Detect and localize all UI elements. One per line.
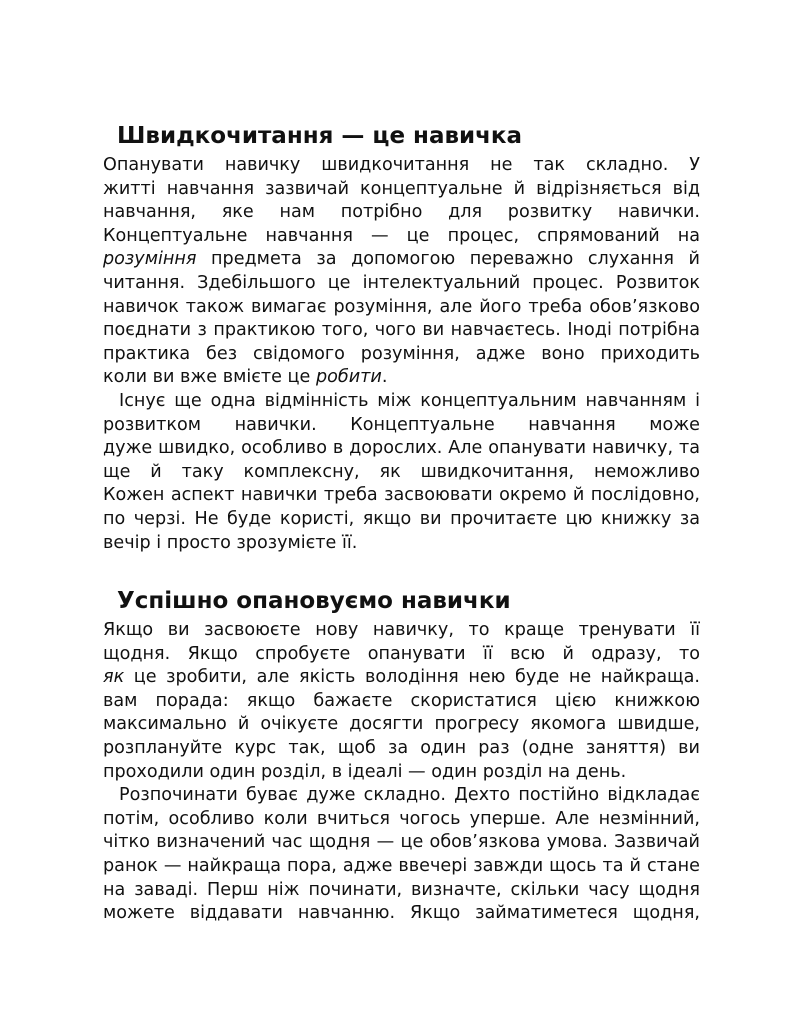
emphasis: як [103, 667, 125, 688]
text-line: Розпочинати буває дуже складно. Дехто постійно відкладає [119, 785, 700, 806]
text-line: поєднати з практикою того, чого ви навчаєтесь. Іноді потрібна [103, 320, 700, 341]
emphasis: розуміння [103, 249, 197, 270]
text-line: практика без свідомого розуміння, адже воно приходить [103, 343, 700, 364]
text-line: як це зробити, але якість володіння нею буде не найкраща. [103, 667, 700, 688]
text-line: навичок також вимагає розуміння, але його треба обов’язково [103, 296, 700, 317]
paragraph [103, 784, 700, 926]
section-title: Успішно опановуємо навички [117, 588, 511, 615]
paragraph [103, 619, 700, 784]
section-title: Швидкочитання — це навичка [117, 123, 523, 149]
text-line: розплануйте курс так, щоб за один раз (одне заняття) ви [103, 738, 700, 759]
text-line: розуміння предмета за допомогою переважно слухання й [103, 249, 700, 270]
text-line: потім, особливо коли вчиться чогось уперше. Але незмінний, [103, 808, 700, 829]
text-line: читання. Здебільшого це інтелектуальний процес. Розвиток [103, 272, 700, 293]
text-line: Концептуальне навчання — це процес, спрямований на [103, 225, 700, 246]
text-line: по черзі. Не буде користі, якщо ви прочитаєте цю книжку за [103, 508, 700, 529]
text-line: максимально й очікуєте досягти прогресу якомога швидше, [103, 714, 700, 735]
text-line: ще й таку комплексну, як швидкочитання, неможливо [103, 461, 700, 482]
text-line: навчання, яке нам потрібно для розвитку навички. [103, 202, 700, 223]
text-line: вечір і просто зрозумієте її. [103, 532, 358, 553]
text-line: ранок — найкраща пора, адже ввечері завжди щось та й стане [103, 856, 700, 877]
text-line: дуже швидко, особливо в дорослих. Але опанувати навичку, та [103, 438, 700, 459]
text-line: коли ви вже вмієте це робити. [103, 367, 388, 388]
text-line: вам порада: якщо бажаєте скористатися цією книжкою [103, 690, 700, 711]
text-line: проходили один розділ, в ідеалі — один розділ на день. [103, 761, 627, 782]
text-line: чітко визначений час щодня — це обов’язкова умова. Зазвичай [103, 832, 700, 853]
text-line: на заваді. Перш ніж починати, визначте, скільки часу щодня [103, 879, 700, 900]
paragraph [103, 390, 700, 555]
text-line: можете віддавати навчанню. Якщо займатиметеся щодня, [103, 903, 700, 924]
paragraph [103, 154, 700, 390]
text-line: житті навчання зазвичай концептуальне й відрізняється від [103, 178, 700, 199]
text-line: Якщо ви засвоюєте нову навичку, то краще тренувати її [103, 620, 700, 641]
emphasis: робити [315, 367, 382, 388]
text-line: Кожен аспект навички треба засвоювати окремо й послідовно, [103, 485, 700, 506]
text-line: щодня. Якщо спробуєте опанувати її всю й одразу, то [103, 643, 700, 664]
text-line: Опанувати навичку швидкочитання не так складно. У [103, 155, 700, 175]
text-line: Існує ще одна відмінність між концептуальним навчанням і [119, 390, 700, 411]
book-page [103, 120, 700, 926]
text-line: розвитком навички. Концептуальне навчання може [103, 414, 700, 435]
